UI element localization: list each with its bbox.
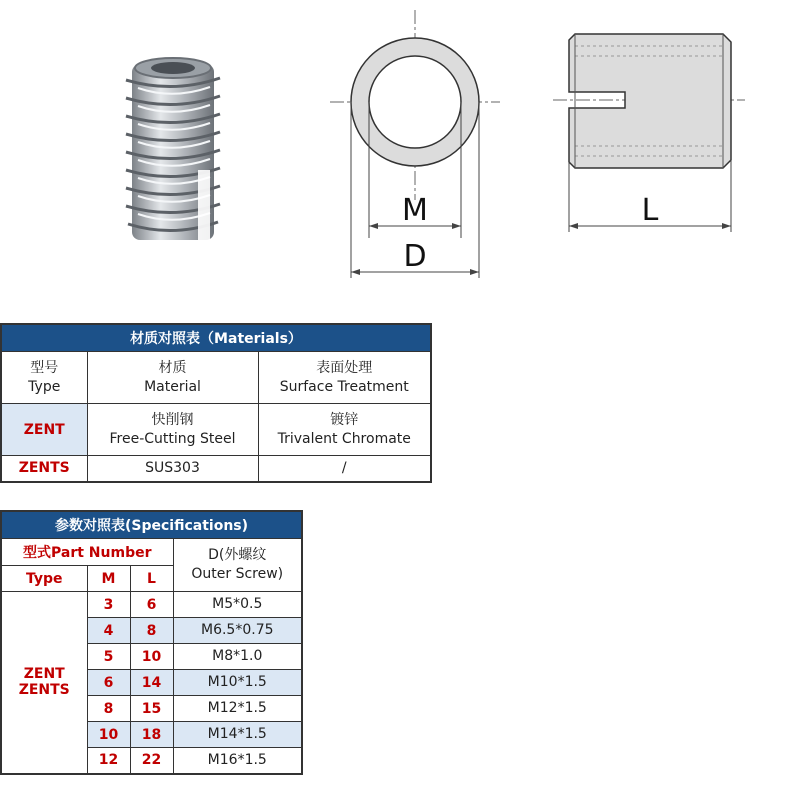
header-type-cn: 型号 xyxy=(30,359,59,376)
spec-d: M10*1.5 xyxy=(173,670,302,696)
header-outer-screw xyxy=(173,539,302,592)
insert-slot xyxy=(198,170,210,240)
type-zent: ZENT xyxy=(1,404,87,456)
table-row xyxy=(1,592,302,618)
header-surface-cn: 表面处理 xyxy=(316,359,373,376)
specifications-table xyxy=(0,510,303,775)
material-zent-en: Free-Cutting Steel xyxy=(109,430,236,447)
header-spec-m: M xyxy=(87,566,130,592)
spec-m: 12 xyxy=(87,748,130,774)
part-number-header: 型式Part Number xyxy=(1,539,173,566)
spec-d: M5*0.5 xyxy=(173,592,302,618)
spec-m: 8 xyxy=(87,696,130,722)
surface-zent xyxy=(258,404,431,456)
header-type-en: Type xyxy=(28,378,61,395)
spec-type-cell xyxy=(1,592,87,774)
spec-l: 10 xyxy=(130,644,173,670)
spec-l: 14 xyxy=(130,670,173,696)
label-l: L xyxy=(641,193,659,228)
table-row xyxy=(1,456,431,482)
material-zent-cn: 快削钢 xyxy=(151,411,194,428)
surface-zents: / xyxy=(258,456,431,482)
spec-d: M12*1.5 xyxy=(173,696,302,722)
label-d: D xyxy=(403,239,427,274)
side-view-drawing xyxy=(545,10,750,250)
spec-l: 6 xyxy=(130,592,173,618)
inner-circle xyxy=(369,56,461,148)
header-surface-en: Surface Treatment xyxy=(279,378,409,395)
spec-d: M6.5*0.75 xyxy=(173,618,302,644)
header-surface xyxy=(258,352,431,404)
spec-m: 5 xyxy=(87,644,130,670)
spec-type-zent: ZENT xyxy=(23,666,65,683)
material-zent xyxy=(87,404,258,456)
header-material-en: Material xyxy=(144,378,201,395)
spec-l: 22 xyxy=(130,748,173,774)
materials-title-row xyxy=(1,324,431,352)
specifications-title-row xyxy=(1,511,302,539)
specifications-title: 参数对照表(Specifications) xyxy=(1,511,302,539)
spec-header-row-1 xyxy=(1,539,302,566)
spec-l: 18 xyxy=(130,722,173,748)
label-m: M xyxy=(402,193,428,228)
type-zents: ZENTS xyxy=(1,456,87,482)
material-zents: SUS303 xyxy=(87,456,258,482)
header-outer-screw-en: Outer Screw) xyxy=(191,566,284,582)
front-view-drawing xyxy=(330,10,500,300)
spec-m: 6 xyxy=(87,670,130,696)
spec-m: 4 xyxy=(87,618,130,644)
surface-zent-en: Trivalent Chromate xyxy=(277,430,411,447)
header-type xyxy=(1,352,87,404)
side-body xyxy=(569,34,731,168)
header-material xyxy=(87,352,258,404)
spec-l: 15 xyxy=(130,696,173,722)
materials-table xyxy=(0,323,432,483)
threaded-insert-photo xyxy=(118,50,228,250)
header-material-cn: 材质 xyxy=(158,359,187,376)
spec-m: 3 xyxy=(87,592,130,618)
materials-title: 材质对照表（Materials） xyxy=(1,324,431,352)
materials-header-row xyxy=(1,352,431,404)
spec-d: M16*1.5 xyxy=(173,748,302,774)
header-spec-l: L xyxy=(130,566,173,592)
table-row xyxy=(1,404,431,456)
spec-d: M8*1.0 xyxy=(173,644,302,670)
spec-m: 10 xyxy=(87,722,130,748)
surface-zent-cn: 镀锌 xyxy=(330,411,359,428)
header-spec-type: Type xyxy=(1,566,87,592)
spec-type-zents: ZENTS xyxy=(18,682,70,699)
spec-d: M14*1.5 xyxy=(173,722,302,748)
header-outer-screw-cn: D(外螺纹 xyxy=(208,547,267,563)
spec-l: 8 xyxy=(130,618,173,644)
